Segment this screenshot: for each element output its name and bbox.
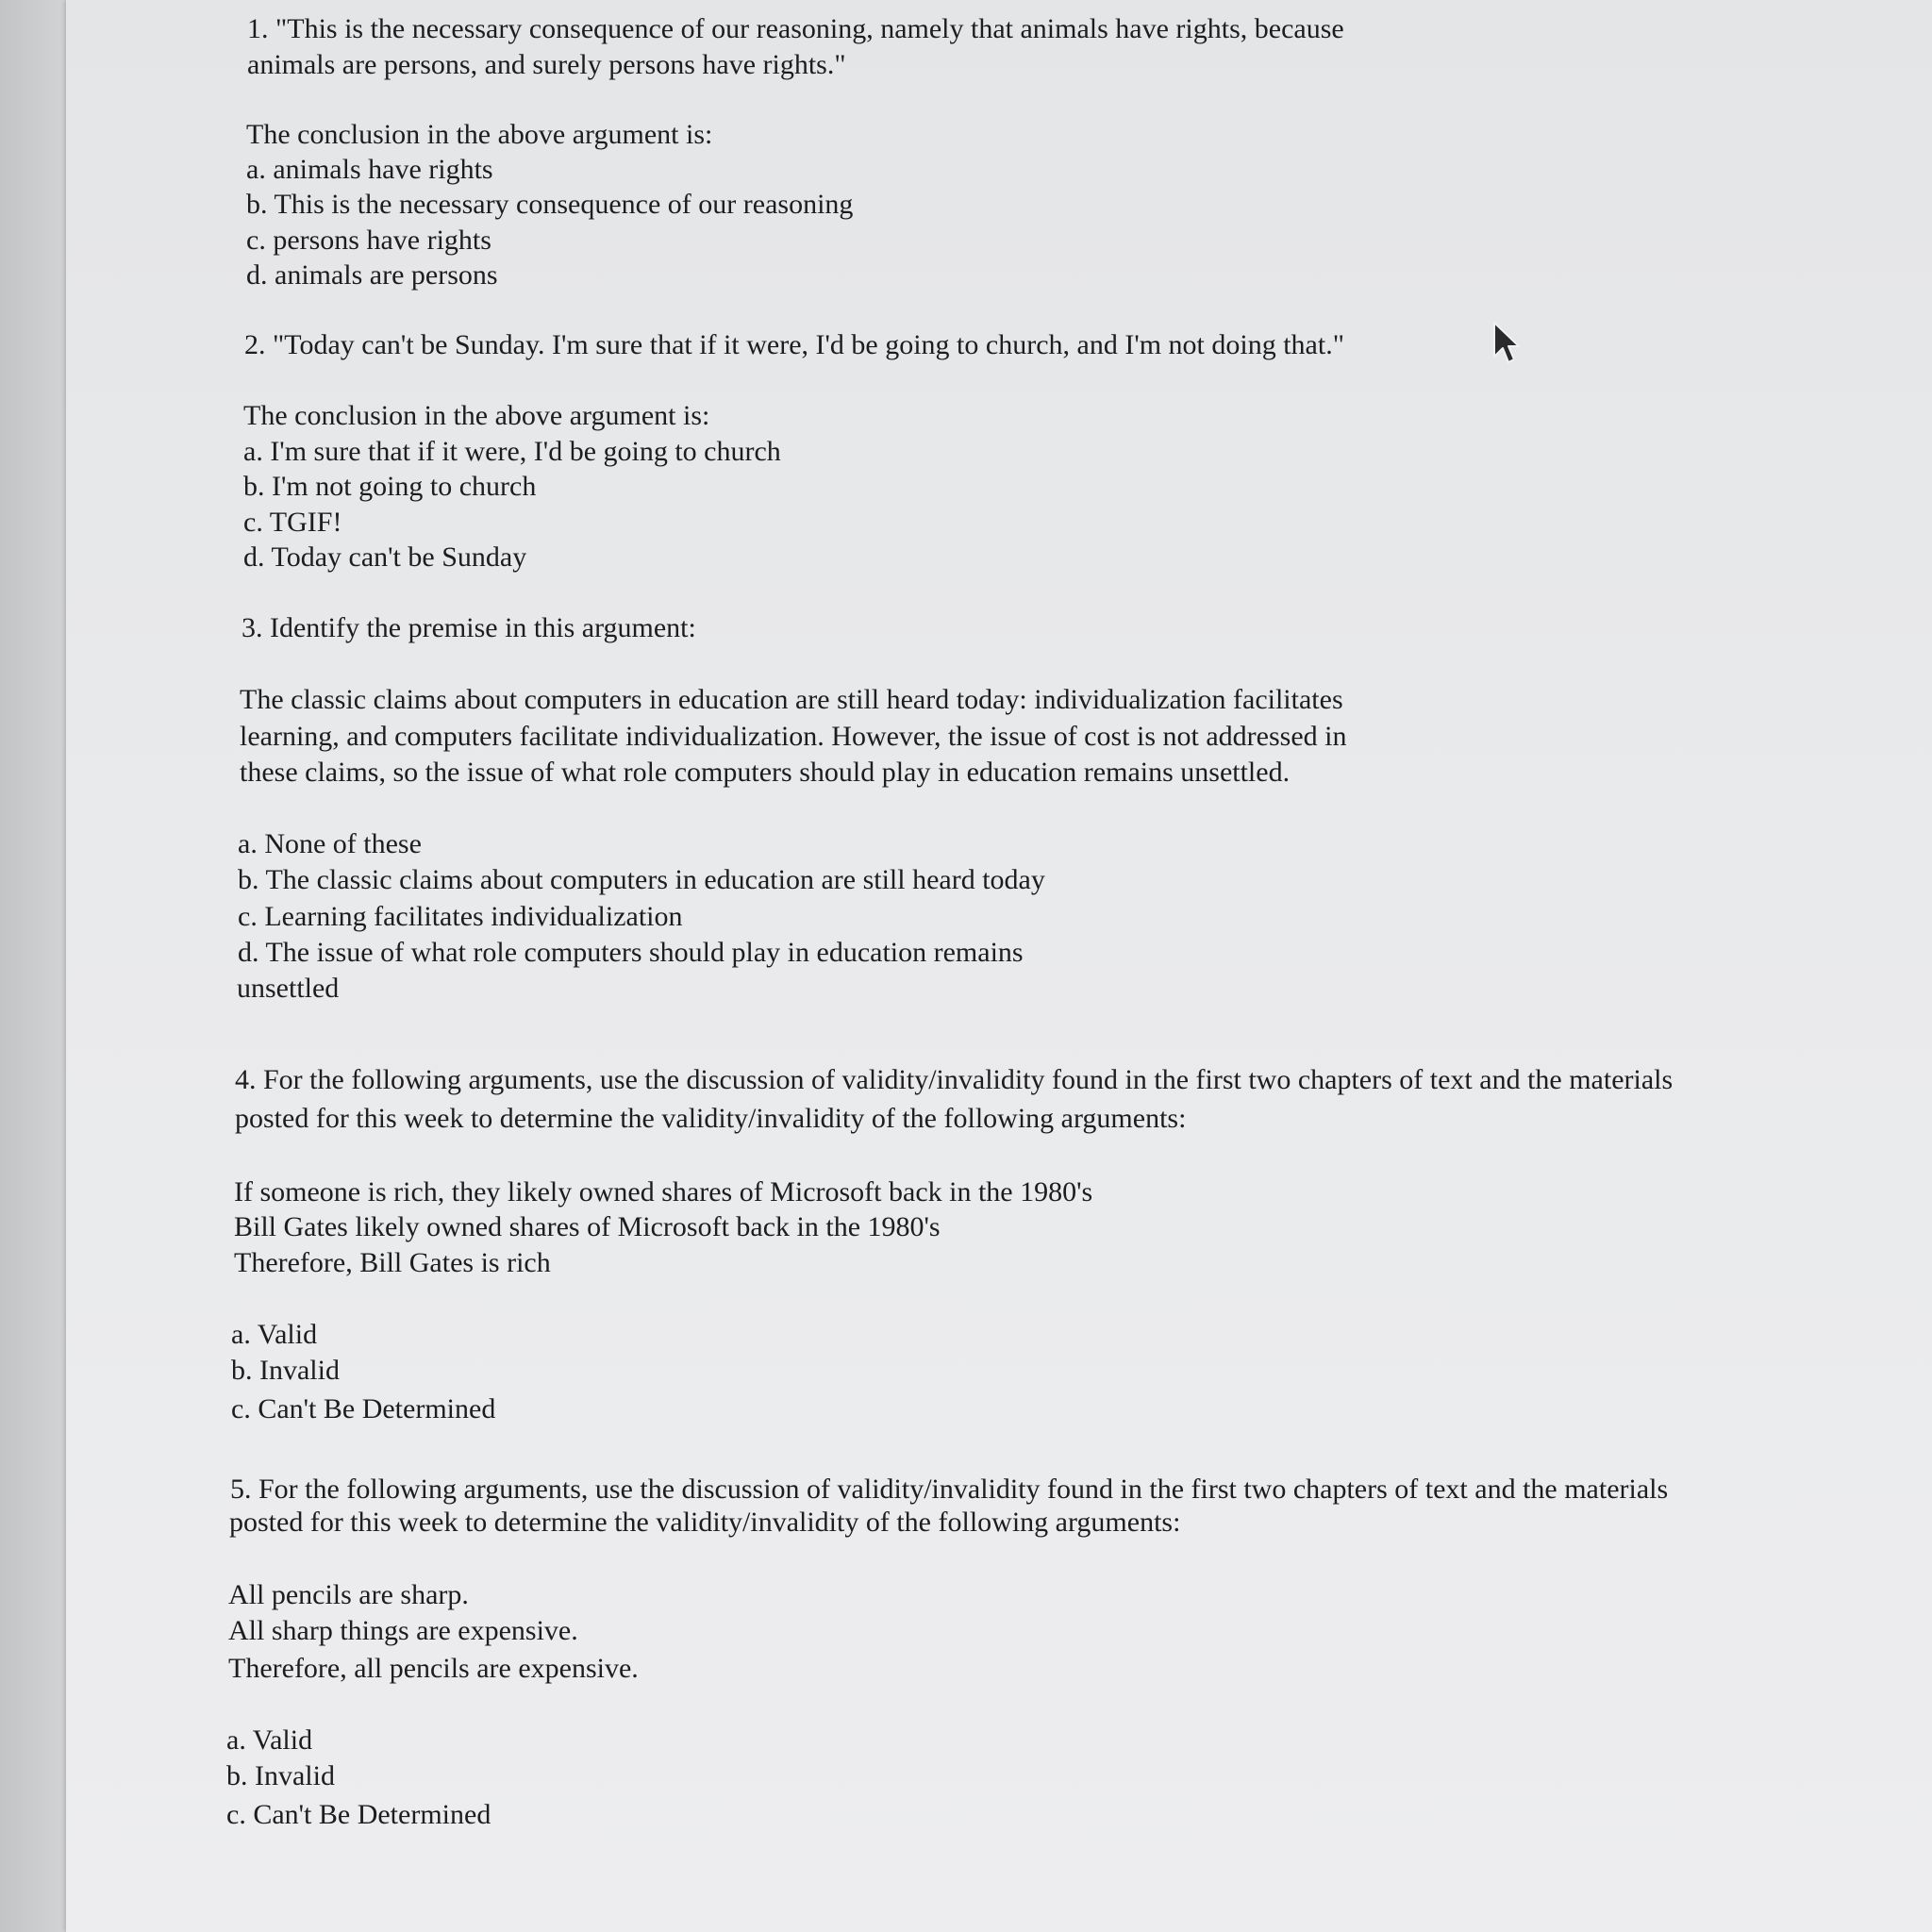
q3-option-d[interactable]: d. The issue of what role computers should play in education remains [238,937,1024,968]
q4-argument-line-3: Therefore, Bill Gates is rich [234,1247,551,1278]
q3-option-d-continued: unsettled [237,973,340,1004]
q4-argument-line-2: Bill Gates likely owned shares of Microsoft back in the 1980's [234,1211,941,1242]
q3-passage-line-2: learning, and computers facilitate individualization. However, the issue of cost is not addressed in [240,721,1347,752]
q4-text-line-2: posted for this week to determine the validity/invalidity of the following arguments: [235,1103,1187,1134]
q4-text-line-1: 4. For the following arguments, use the discussion of validity/invalidity found in the first two chapters of text and the materials [235,1064,1674,1095]
q5-option-a[interactable]: a. Valid [226,1724,313,1756]
q2-option-b[interactable]: b. I'm not going to church [243,471,537,502]
q5-option-c[interactable]: c. Can't Be Determined [226,1799,491,1830]
q1-option-c[interactable]: c. persons have rights [246,225,491,256]
q3-option-c[interactable]: c. Learning facilitates individualization [238,901,683,932]
q3-option-b[interactable]: b. The classic claims about computers in education are still heard today [238,864,1045,895]
q3-option-a[interactable]: a. None of these [238,828,422,859]
q2-prompt: The conclusion in the above argument is: [243,400,710,431]
q4-option-a[interactable]: a. Valid [231,1319,318,1350]
q5-text-line-2: posted for this week to determine the validity/invalidity of the following arguments: [229,1507,1181,1538]
q4-argument-line-1: If someone is rich, they likely owned shares of Microsoft back in the 1980's [234,1176,1093,1208]
q5-argument-line-2: All sharp things are expensive. [228,1615,578,1646]
q2-text-line-1: 2. "Today can't be Sunday. I'm sure that if it were, I'd be going to church, and I'm not doing that." [244,329,1344,360]
q5-option-b[interactable]: b. Invalid [226,1760,335,1791]
q5-text-line-1: 5. For the following arguments, use the discussion of validity/invalidity found in the first two chapters of text and the materials [230,1474,1669,1505]
q1-prompt: The conclusion in the above argument is: [246,119,713,150]
q1-option-d[interactable]: d. animals are persons [246,259,498,291]
mouse-pointer-icon [1491,321,1521,366]
q2-option-d[interactable]: d. Today can't be Sunday [243,541,527,573]
q1-option-a[interactable]: a. animals have rights [246,154,493,185]
q2-option-a[interactable]: a. I'm sure that if it were, I'd be going to church [243,436,781,467]
q5-argument-line-3: Therefore, all pencils are expensive. [228,1653,639,1684]
q4-option-c[interactable]: c. Can't Be Determined [231,1393,496,1424]
q2-option-c[interactable]: c. TGIF! [243,507,342,538]
q5-argument-line-1: All pencils are sharp. [228,1579,469,1610]
q1-text-line-2: animals are persons, and surely persons have rights." [247,49,846,80]
q1-option-b[interactable]: b. This is the necessary consequence of our reasoning [246,189,854,220]
q3-text-line-1: 3. Identify the premise in this argument: [242,612,696,643]
q1-text-line-1: 1. "This is the necessary consequence of our reasoning, namely that animals have rights, because [247,13,1344,44]
q3-passage-line-3: these claims, so the issue of what role computers should play in education remains unsettled. [240,757,1291,788]
q3-passage-line-1: The classic claims about computers in education are still heard today: individualization facilitates [240,684,1343,715]
q4-option-b[interactable]: b. Invalid [231,1355,340,1386]
